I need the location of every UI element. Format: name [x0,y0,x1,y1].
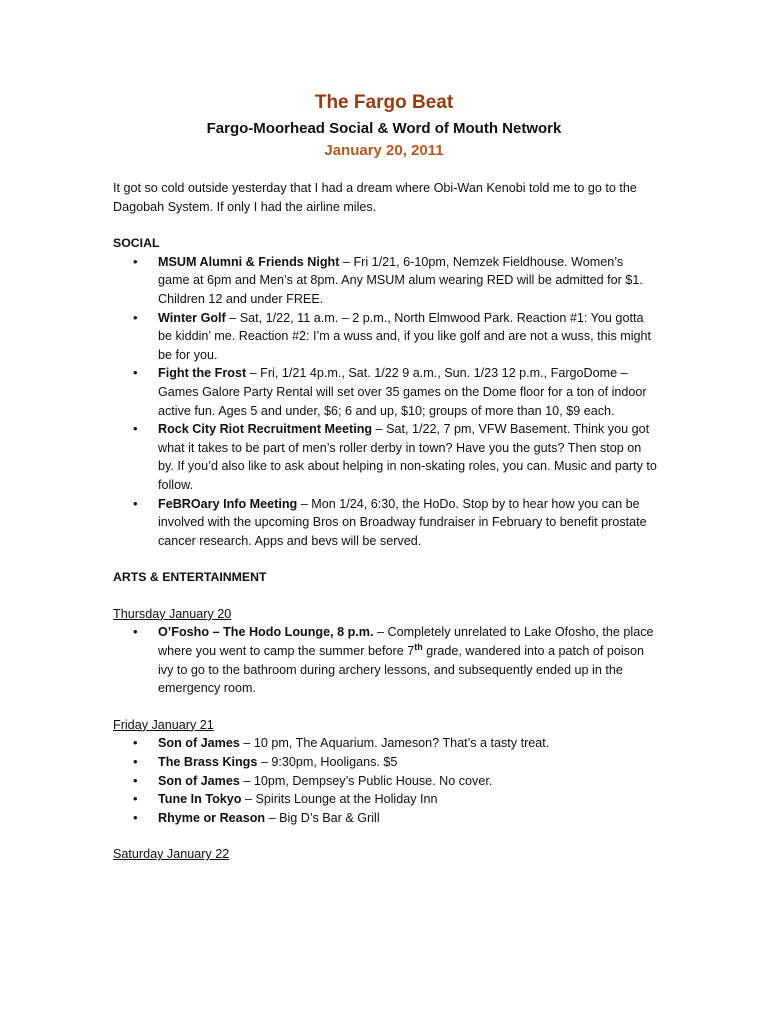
item-text: – Fri, 1/21 4p.m., Sat. 1/22 9 a.m., Sun. 1/23 12 p.m., FargoDome – Games Galore Party Rental will set over 35 games on the Dome floor for a ton of indoor active fun. Ages 5 and under, $6; 6 and up, $10; groups of more than 10, $9 each. [158,366,647,418]
item-text-after: grade, wandered into a patch of poison ivy to go to the bathroom during archery lessons, and subsequently ended up in the emergency room. [158,644,644,696]
newsletter-subtitle: Fargo-Moorhead Social & Word of Mouth Network [206,120,562,137]
list-item [113,309,658,365]
bullet-icon: • [133,772,138,788]
item-text: – Sat, 1/22, 7 pm, VFW Basement. Think you got what it takes to be part of men’s roller derby in town? Have you the guts? Then stop on by. If you’d also like to ask about helping in non-skating roles, you can. Music and party to follow. [158,422,657,492]
item-title: Tune In Tokyo [158,792,242,807]
newsletter-date: January 20, 2011 [324,142,444,159]
bullet-icon: • [133,421,138,437]
item-text: – Fri 1/21, 6-10pm, Nemzek Fieldhouse. Women’s game at 6pm and Men’s at 8pm. Any MSUM alum wearing RED will be admitted for $1. Children 12 and under FREE. [158,254,643,306]
item-title: Winter Golf [158,310,226,325]
list-item [113,772,658,791]
item-text: – 10 pm, The Aquarium. Jameson? That’s a tasty treat. [239,736,550,751]
item-text: – Sat, 1/22, 11 a.m. – 2 p.m., North Elmwood Park. Reaction #1: You gotta be kiddin’ me. Reaction #2: I’m a wuss and, if you like golf and are not a wuss, this might be for you. [158,310,652,362]
bullet-icon: • [133,735,138,751]
list-item [113,790,658,809]
item-title: Fight the Frost [158,366,247,381]
item-title: FeBROary Info Meeting [158,496,298,511]
intro-paragraph: It got so cold outside yesterday that I had a dream where Obi-Wan Kenobi told me to go to the Dagobah System. If only I had the airline miles. [113,181,637,214]
bullet-icon: • [133,624,138,640]
bullet-icon: • [133,365,138,381]
newsletter-title: The Fargo Beat [314,92,454,113]
thursday-list [113,623,658,697]
bullet-icon: • [133,495,138,511]
item-title: Rhyme or Reason [158,810,266,825]
friday-heading: Friday January 21 [113,717,214,732]
item-title: The Brass Kings [158,755,258,770]
list-item [113,364,658,420]
item-title: Rock City Riot Recruitment Meeting [158,422,373,437]
item-title: Son of James [158,773,240,788]
list-item [113,495,658,551]
bullet-icon: • [133,253,138,269]
social-list [113,253,658,551]
list-item [113,753,658,772]
item-text: – Mon 1/24, 6:30, the HoDo. Stop by to hear how you can be involved with the upcoming Bros on Broadway fundraiser in February to benefit prostate cancer research. Apps and bevs will be served. [158,496,647,548]
item-text-before: – Completely unrelated to Lake Ofosho, the place where you went to camp the summer before 7 [158,625,654,659]
item-text: – Spirits Lounge at the Holiday Inn [241,792,438,807]
thursday-heading: Thursday January 20 [113,606,232,621]
item-title: O’Fosho – The Hodo Lounge, 8 p.m. [158,625,374,640]
friday-list [113,734,658,827]
social-heading: SOCIAL [113,236,160,251]
bullet-icon: • [133,309,138,325]
list-item [113,809,658,828]
list-item [113,623,658,697]
bullet-icon: • [133,791,138,807]
masthead [0,90,768,162]
bullet-icon: • [133,754,138,770]
bullet-icon: • [133,809,138,825]
list-item [113,253,658,309]
item-text: – Big D’s Bar & Grill [265,810,380,825]
arts-heading: ARTS & ENTERTAINMENT [113,570,267,585]
saturday-heading: Saturday January 22 [113,847,230,862]
document-body [113,179,658,864]
list-item [113,734,658,753]
ordinal-suffix: th [414,642,423,653]
item-text: – 9:30pm, Hooligans. $5 [257,755,398,770]
list-item [113,420,658,494]
item-title: MSUM Alumni & Friends Night [158,254,340,269]
item-text: – 10pm, Dempsey’s Public House. No cover. [239,773,493,788]
item-title: Son of James [158,736,240,751]
